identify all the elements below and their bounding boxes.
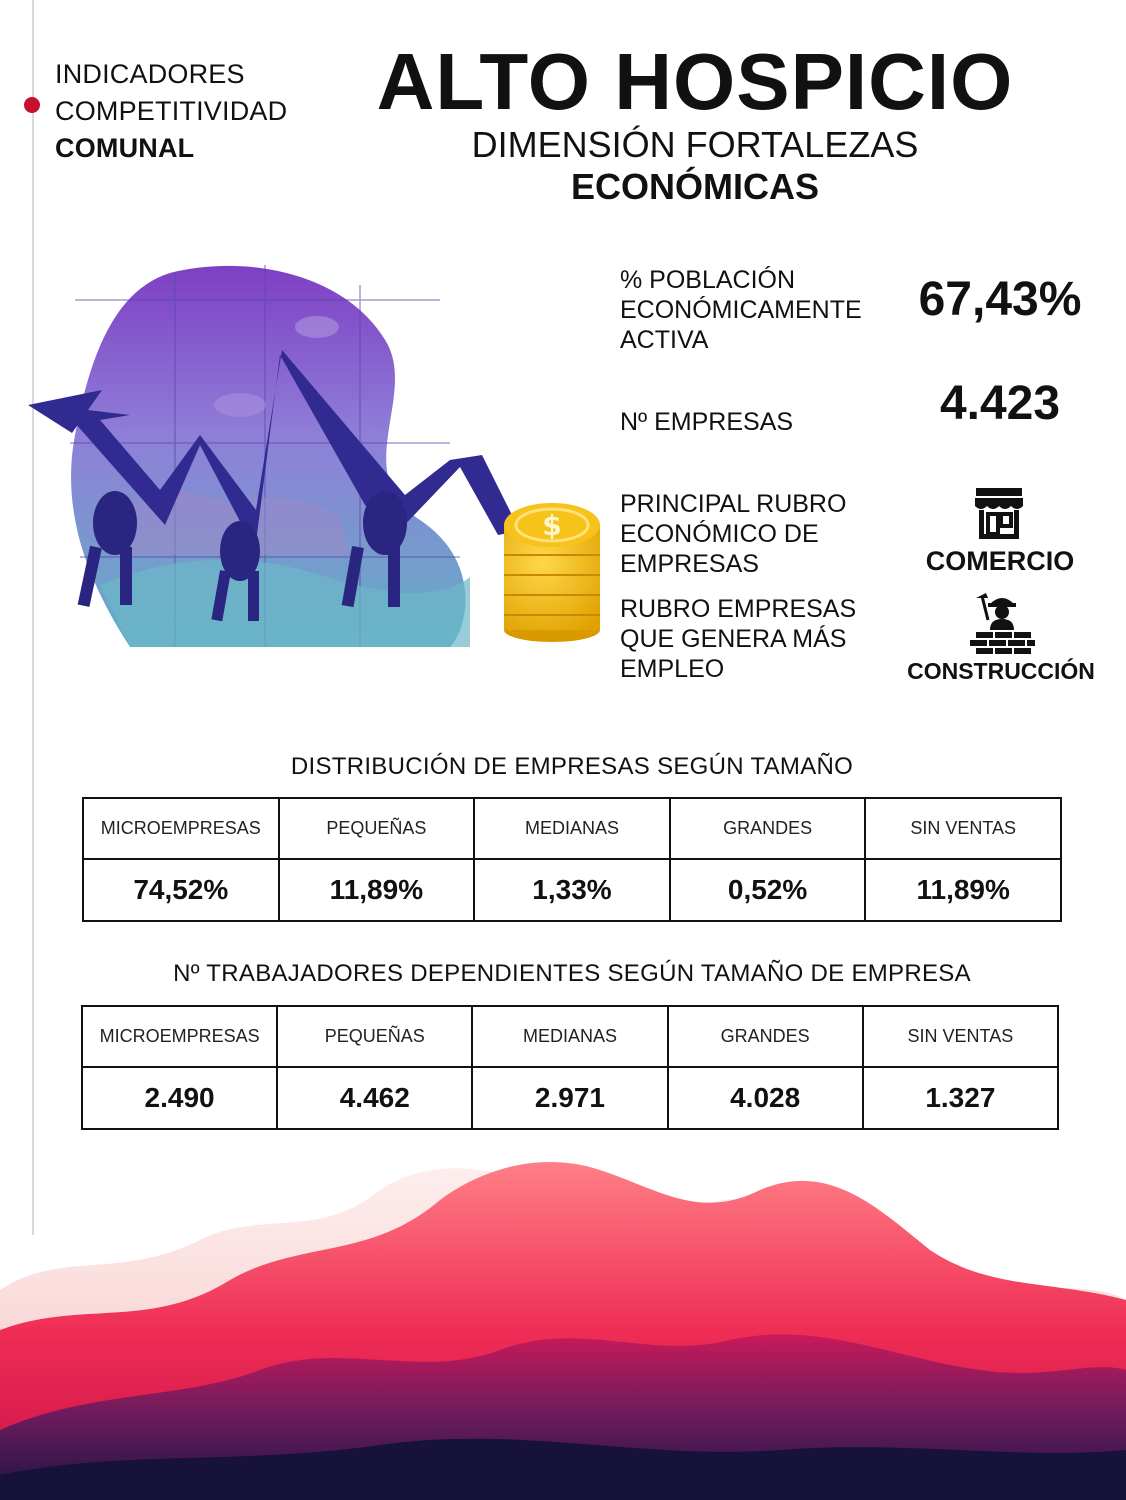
- page-title: ALTO HOSPICIO: [376, 37, 1014, 126]
- table-header-cell: PEQUEÑAS: [279, 798, 475, 859]
- economy-chart-illustration: [20, 255, 610, 655]
- table-header-cell: MICROEMPRESAS: [82, 1006, 277, 1067]
- table-value-cell: 74,52%: [83, 859, 279, 921]
- distribution-table: [82, 797, 1062, 922]
- coin-symbol: $: [542, 509, 562, 542]
- indicator-label-empleo: RUBRO EMPRESAS QUE GENERA MÁS EMPLEO: [620, 595, 857, 683]
- table-value-cell: 4.028: [668, 1067, 863, 1129]
- table-title-distribucion: DISTRIBUCIÓN DE EMPRESAS SEGÚN TAMAÑO: [290, 753, 854, 780]
- table-header-cell: GRANDES: [668, 1006, 863, 1067]
- table-value-cell: 2.971: [472, 1067, 667, 1129]
- workers-table: [81, 1005, 1059, 1130]
- table-header-cell: GRANDES: [670, 798, 866, 859]
- mountains-decoration: [0, 1130, 1126, 1500]
- table-value-cell: 11,89%: [865, 859, 1061, 921]
- brand-line-1: INDICADORES: [55, 59, 245, 89]
- table-header-cell: SIN VENTAS: [863, 1006, 1058, 1067]
- table-value-cell: 1.327: [863, 1067, 1058, 1129]
- table-value-cell: 11,89%: [279, 859, 475, 921]
- indicator-label-rubro: PRINCIPAL RUBRO ECONÓMICO DE EMPRESAS: [620, 490, 847, 578]
- table-value-cell: 2.490: [82, 1067, 277, 1129]
- page-subtitle-bold: ECONÓMICAS: [570, 166, 819, 207]
- indicator-label-pea: % POBLACIÓN ECONÓMICAMENTE ACTIVA: [620, 266, 862, 354]
- brand-line-3: COMUNAL: [55, 133, 195, 163]
- store-icon: [972, 486, 1026, 540]
- table-value-cell: 4.462: [277, 1067, 472, 1129]
- page-subtitle: DIMENSIÓN FORTALEZAS: [471, 124, 919, 165]
- bullet-dot-icon: [24, 97, 40, 113]
- indicator-label-empresas: Nº EMPRESAS: [620, 408, 794, 436]
- table-value-cell: 1,33%: [474, 859, 670, 921]
- table-header-cell: MEDIANAS: [474, 798, 670, 859]
- indicator-value-rubro: COMERCIO: [925, 546, 1075, 576]
- table-header-cell: MEDIANAS: [472, 1006, 667, 1067]
- table-header-cell: PEQUEÑAS: [277, 1006, 472, 1067]
- indicator-value-empleo: CONSTRUCCIÓN: [907, 658, 1095, 684]
- table-header-row: [82, 1006, 1058, 1067]
- indicator-value-pea: 67,43%: [918, 273, 1082, 326]
- table-row: [82, 1067, 1058, 1129]
- construction-worker-icon: [966, 590, 1038, 654]
- table-value-cell: 0,52%: [670, 859, 866, 921]
- brand-line-2: COMPETITIVIDAD: [55, 96, 288, 126]
- indicator-value-empresas: 4.423: [939, 377, 1061, 430]
- table-header-row: [83, 798, 1061, 859]
- brand-block: [55, 56, 287, 167]
- table-title-trabajadores: Nº TRABAJADORES DEPENDIENTES SEGÚN TAMAÑO DE EMPRESA: [173, 960, 971, 987]
- table-header-cell: MICROEMPRESAS: [83, 798, 279, 859]
- table-header-cell: SIN VENTAS: [865, 798, 1061, 859]
- table-row: [83, 859, 1061, 921]
